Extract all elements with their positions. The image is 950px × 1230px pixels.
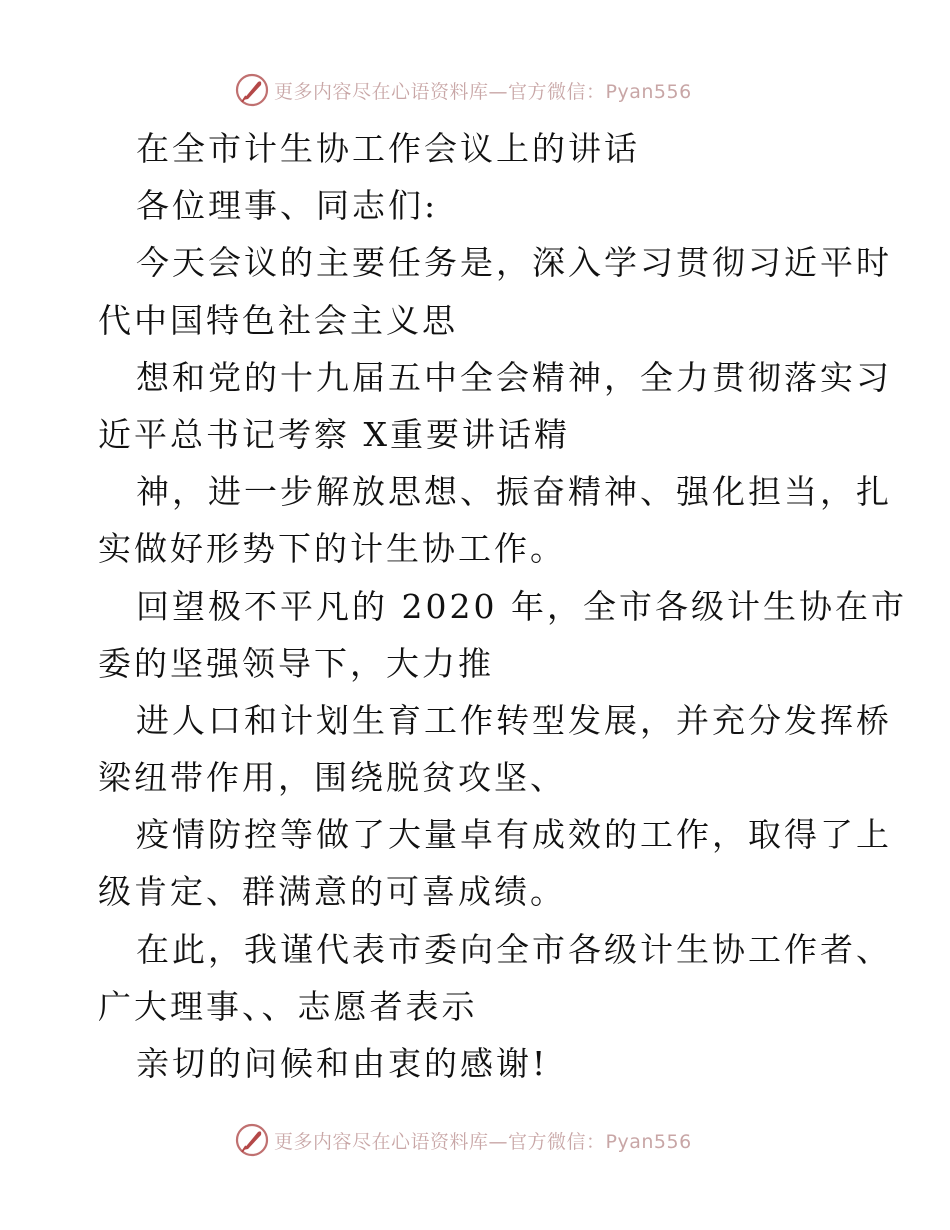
watermark-text: 更多内容尽在心语资料库—官方微信：Pyan556 (274, 80, 692, 103)
watermark-footer (234, 1120, 692, 1160)
text-line: 今天会议的主要任务是，深入学习贯彻习近平时 (136, 243, 892, 283)
text-line: 想和党的十九届五中全会精神，全力贯彻落实习 (136, 357, 892, 397)
watermark-text: 更多内容尽在心语资料库—官方微信：Pyan556 (274, 1130, 692, 1153)
text-line: 亲切的问候和由衷的感谢! (136, 1044, 549, 1083)
text-line: 近平总书记考察 X重要讲话精 (98, 414, 570, 454)
text-line: 广大理事、、志愿者表示 (98, 986, 478, 1026)
text-line: 代中国特色社会主义思 (98, 300, 458, 340)
text-line: 委的坚强领导下，大力推 (98, 643, 494, 683)
text-line: 级肯定、群满意的可喜成绩。 (98, 872, 566, 912)
watermark-header (234, 70, 692, 110)
feather-pen-logo-icon (234, 1122, 270, 1158)
text-line: 各位理事、同志们: (136, 186, 439, 226)
feather-pen-logo-icon (234, 72, 270, 108)
text-line: 神，进一步解放思想、振奋精神、强化担当，扎 (136, 472, 892, 512)
text-line: 在全市计生协工作会议上的讲话 (136, 129, 640, 168)
text-line: 梁纽带作用，围绕脱贫攻坚、 (98, 758, 566, 798)
text-line: 进人口和计划生育工作转型发展，并充分发挥桥 (136, 700, 892, 740)
text-line: 在此，我谨代表市委向全市各级计生协工作者、 (136, 929, 892, 969)
text-line: 疫情防控等做了大量卓有成效的工作，取得了上 (136, 815, 892, 855)
document-body (98, 120, 907, 1092)
text-line: 实做好形势下的计生协工作。 (98, 529, 566, 569)
text-line: 回望极不平凡的 2020 年，全市各级计生协在市 (136, 586, 907, 626)
